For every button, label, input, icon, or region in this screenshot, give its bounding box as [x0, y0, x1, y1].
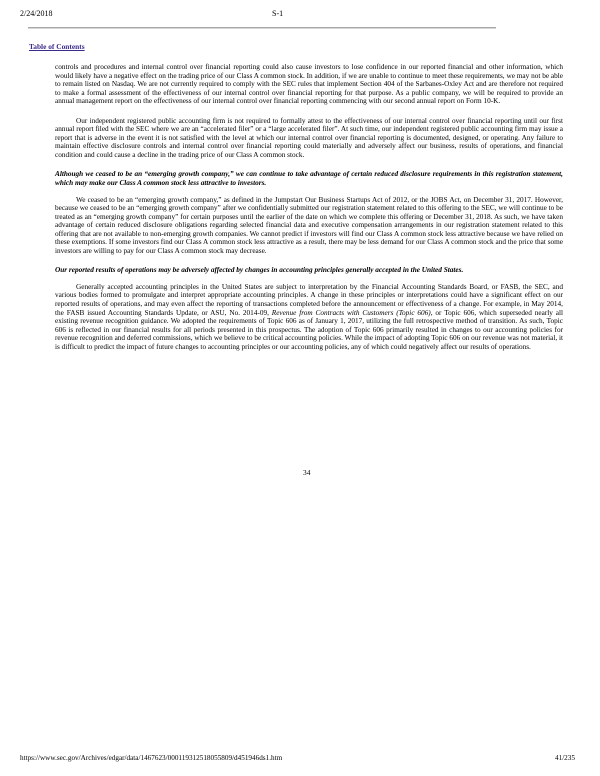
print-date: 2/24/2018 [20, 9, 53, 18]
page-number: 34 [303, 468, 311, 477]
paragraph-emerging-growth: We ceased to be an “emerging growth company,” as defined in the Jumpstart Our Business Startups Act of 2012, or the JOBS Act, on December 31, 2017. However, because we ceased to be an “emerging growth company” after we confidentially submitted our registration statement related to this offering to the SEC, we will continue to be treated as an “emerging growth company” for certain purposes until the earlier of the date on which we complete this offering or December 31, 2018. As such, we have taken advantage of certain reduced disclosure obligations regarding selected financial data and executive compensation arrangements in our registration statement related to this offering that are not available to non-emerging growth companies. We cannot predict if investors will find our Class A common stock less attractive because we have relied on these exemptions. If some investors find our Class A common stock less attractive as a result, there may be less demand for our Class A common stock and the price that some investors are willing to pay for our Class A common stock may decrease. [55, 195, 563, 255]
document-title: S-1 [272, 9, 284, 18]
paragraph-internal-controls: controls and procedures and internal control over financial reporting could also cause investors to lose confidence in our reported financial and other information, which would likely have a negative effect on the trading price of our Class A common stock. In addition, if we are unable to continue to meet these requirements, we may not be able to remain listed on Nasdaq. We are not currently required to comply with the SEC rules that implement Section 404 of the Sarbanes-Oxley Act and are therefore not required to make a formal assessment of the effectiveness of our internal control over financial reporting for that purpose. As a public company, we will be required to provide an annual management report on the effectiveness of our internal control over financial reporting commencing with our second annual report on Form 10-K. [55, 63, 563, 106]
asu-title: Revenue from Contracts with Customers (Topic 606) [271, 308, 431, 317]
table-of-contents-link[interactable]: Table of Contents [29, 42, 85, 51]
risk-heading-emerging-growth: Although we ceased to be an “emerging growth company,” we can continue to take advantage of certain reduced disclosure requirements in this registration statement, which may make our Class A common stock less attractive to investors. [55, 170, 563, 188]
footer-url: https://www.sec.gov/Archives/edgar/data/1467623/000119312518055809/d451946ds1.htm [20, 754, 283, 762]
document-body [55, 63, 563, 351]
paragraph-accounting-principles [55, 283, 563, 351]
paragraph-auditor-attestation: Our independent registered public accounting firm is not required to formally attest to the effectiveness of our internal control over financial reporting until our first annual report filed with the SEC where we are an “accelerated filer” or a “large accelerated filer”. At such time, our independent registered public accounting firm may issue a report that is adverse in the event it is not satisfied with the level at which our internal control over financial reporting is documented, designed, or operating. Any failure to maintain effective disclosure controls and internal control over financial reporting could materially and adversely affect our business, results of operations, and financial condition and could cause a decline in the trading price of our Class A common stock. [55, 116, 563, 159]
risk-heading-accounting-principles: Our reported results of operations may be adversely affected by changes in accounting principles generally accepted in the United States. [55, 266, 464, 275]
paragraph-text: , or Topic 606, which superseded nearly all existing revenue recognition guidance. We adopted the requirements of Topic 606 as of January 1, 2017, utilizing the full retrospective method of transition. As such, Topic 606 is reflected in our financial results for all periods presented in this prospectus. The adoption of Topic 606 primarily resulted in changes to our accounting policies for revenue recognition and deferred commissions, which we believe to be critical accounting policies. While the impact of adopting Topic 606 on our revenue was not material, it is difficult to predict the impact of future changes to accounting principles or our accounting policies, any of which could negatively affect our results of operations. [55, 308, 563, 351]
header-divider [28, 27, 496, 29]
footer-page-count: 41/235 [555, 754, 575, 762]
paragraph-text: Generally accepted accounting principles in the United States are subject to interpretation by the Financial Accounting Standards Board, or FASB, the SEC, and various bodies formed to promulgate and interpret appropriate accounting principles. A change in these principles or interpretations could have a significant effect on our reported results of operations, and may even affect the reporting of transactions completed before the announcement or effectiveness of a change. For example, in May 2014, the FASB issued Accounting Standards Update, or ASU, No. 2014-09, [55, 282, 563, 317]
